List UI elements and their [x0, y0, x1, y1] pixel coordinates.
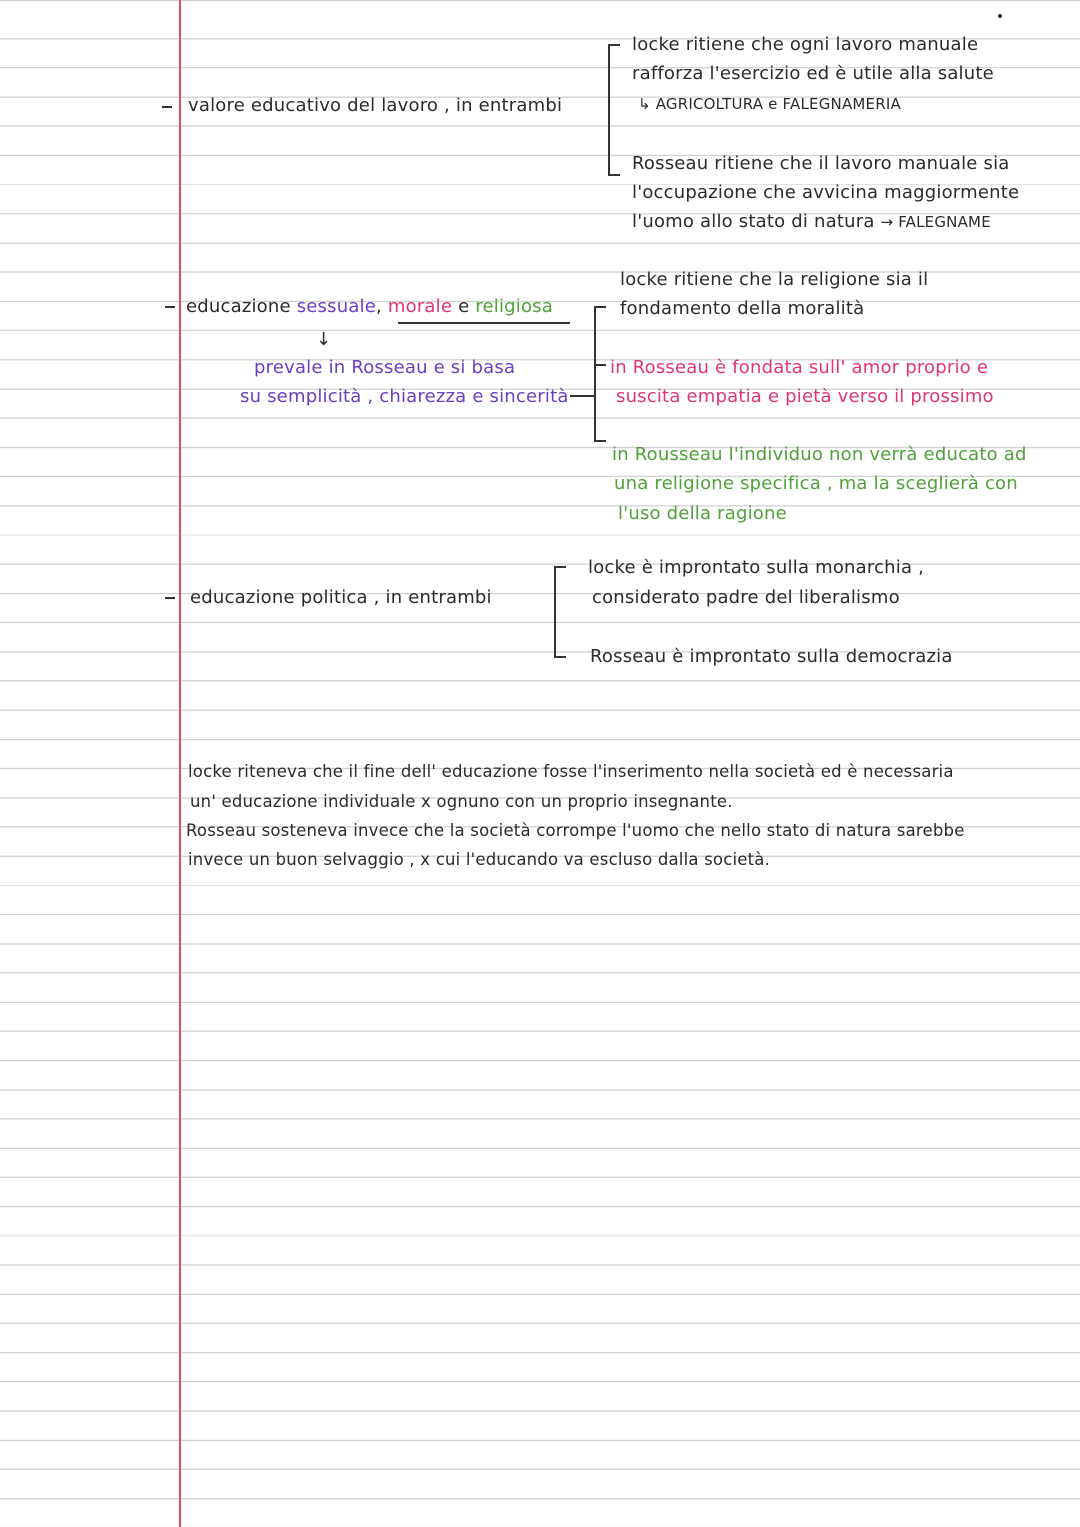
- bracket-politica: [554, 566, 556, 658]
- topic-politica: educazione politica , in entrambi: [190, 587, 492, 608]
- bracket-connector: [570, 395, 594, 397]
- locke-religione-line2: fondamento della moralità: [620, 298, 865, 319]
- locke-politica-line1: locke è improntato sulla monarchia ,: [588, 557, 925, 578]
- prevale-line2: su semplicità , chiarezza e sincerità: [240, 386, 569, 407]
- bracket-tick-bottom: [608, 174, 620, 176]
- religiosa-line2: una religione specifica , ma la sceglierà con: [614, 473, 1018, 494]
- topic-underline: [398, 322, 570, 324]
- topic-lavoro: valore educativo del lavoro , in entrambi: [188, 95, 563, 116]
- prevale-line1: prevale in Rosseau e si basa: [254, 357, 516, 378]
- topic-prefix: educazione: [186, 296, 291, 317]
- down-arrow: ↓: [316, 329, 332, 350]
- rosseau-lavoro-line3-text: l'uomo allo stato di natura: [632, 211, 875, 232]
- falegname-arrow: → FALEGNAME: [880, 213, 991, 231]
- topic-sessuale: sessuale: [296, 296, 377, 317]
- bracket-lavoro: [608, 44, 610, 176]
- bullet-dash: [165, 306, 175, 308]
- notebook-margin-line: [179, 0, 181, 1527]
- conclusion-line4: invece un buon selvaggio , x cui l'educando va escluso dalla società.: [188, 850, 771, 869]
- topic-religiosa: religiosa: [475, 296, 553, 317]
- topic-comma: ,: [376, 296, 382, 317]
- bracket-tick-top: [594, 306, 606, 308]
- conclusion-line3: Rosseau sosteneva invece che la società corrompe l'uomo che nello stato di natura sarebbe: [186, 821, 965, 840]
- topic-educazione-smr: [186, 295, 553, 319]
- bracket-tick-mid: [594, 364, 606, 366]
- bracket-tick-top: [554, 566, 566, 568]
- rosseau-lavoro-line3: [632, 210, 991, 234]
- religiosa-line1: in Rousseau l'individuo non verrà educato ad: [612, 444, 1027, 465]
- bracket-tick-top: [608, 44, 620, 46]
- locke-lavoro-line1: locke ritiene che ogni lavoro manuale: [632, 34, 979, 55]
- conclusion-line2: un' educazione individuale x ognuno con un proprio insegnante.: [190, 792, 733, 811]
- rosseau-lavoro-line2: l'occupazione che avvicina maggiormente: [632, 182, 1020, 203]
- religiosa-line3: l'uso della ragione: [618, 503, 787, 524]
- topic-e: e: [458, 296, 470, 317]
- bracket-tick-bottom: [594, 440, 606, 442]
- locke-lavoro-line2: rafforza l'esercizio ed è utile alla salute: [632, 63, 994, 84]
- ink-dot: [998, 14, 1002, 18]
- locke-religione-line1: locke ritiene che la religione sia il: [620, 269, 929, 290]
- bracket-smr: [594, 306, 596, 442]
- bullet-dash: [162, 106, 172, 108]
- bracket-tick-bottom: [554, 656, 566, 658]
- bullet-dash: [165, 597, 175, 599]
- rosseau-politica-line: Rosseau è improntato sulla democrazia: [590, 646, 953, 667]
- rosseau-lavoro-line1: Rosseau ritiene che il lavoro manuale sia: [632, 153, 1010, 174]
- morale-line1: in Rosseau è fondata sull' amor proprio e: [610, 357, 989, 378]
- topic-morale: morale: [387, 296, 453, 317]
- conclusion-line1: locke riteneva che il fine dell' educazione fosse l'inserimento nella società ed è necessaria: [188, 762, 954, 781]
- locke-lavoro-line3: ↳ AGRICOLTURA e FALEGNAMERIA: [638, 95, 901, 113]
- morale-line2: suscita empatia e pietà verso il prossimo: [616, 386, 994, 407]
- locke-politica-line2: considerato padre del liberalismo: [592, 587, 900, 608]
